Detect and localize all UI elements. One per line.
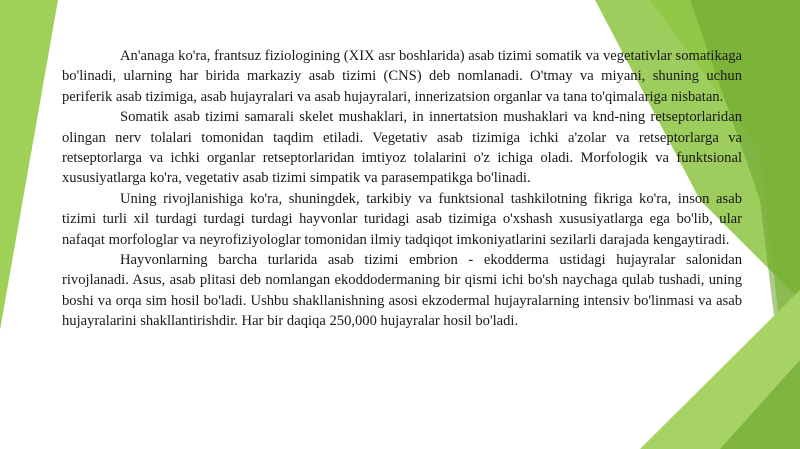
- paragraph-2: Somatik asab tizimi samarali skelet mushaklari, in innertatsion mushaklari va knd-ning retseptorlaridan olingan nerv tolalari tomonidan taqdim etiladi. Vegetativ asab tizimiga ichki a'zolar va retseptorlarga va retseptorlarga va ichki organlar retseptorlaridan imtiyoz tolalarini o'z ichiga oladi. Morfologik va funktsional xususiyatlarga ko'ra, vegetativ asab tizimi simpatik va parasempatikga bo'linadi.: [62, 109, 742, 187]
- body-text: [62, 46, 742, 332]
- paragraph-1: An'anaga ko'ra, frantsuz fiziologining (XIX asr boshlarida) asab tizimi somatik va vegetativlar somatikaga bo'linadi, ularning har birida markaziy asab tizimi (CNS) deb nomlanadi. O'tmay va miyani, shuning uchun periferik asab tizimiga, asab hujayralari va asab hujayralari, innerizatsion organlar va tana to'qimalariga nisbatan.: [62, 48, 742, 105]
- paragraph-4: Hayvonlarning barcha turlarida asab tizimi embrion - ekodderma ustidagi hujayralar salonidan rivojlanadi. Asus, asab plitasi deb nomlangan ekoddodermaning bir qismi ichi bo'sh naychaga qulab tushadi, uning boshi va orqa sim hosil bo'ladi. Ushbu shakllanishning asosi ekzodermal hujayralarning intensiv bo'linmasi va asab hujayralarini shakllantirishdir. Har bir daqiqa 250,000 hujayralar hosil bo'ladi.: [62, 252, 742, 330]
- left-green-triangle: [0, 0, 58, 330]
- paragraph-3: Uning rivojlanishiga ko'ra, shuningdek, tarkibiy va funktsional tashkilotning fikriga ko'ra, inson asab tizimi turli xil turdagi turdagi turdagi hayvonlar turidagi asab tizimiga o'xshash xususiyatlarga ega bo'lib, ular nafaqat morfologlar va neyrofiziyologlar tomonidan ilmiy tadqiqot imkoniyatlarini sezilarli darajada kengaytiradi.: [62, 190, 742, 248]
